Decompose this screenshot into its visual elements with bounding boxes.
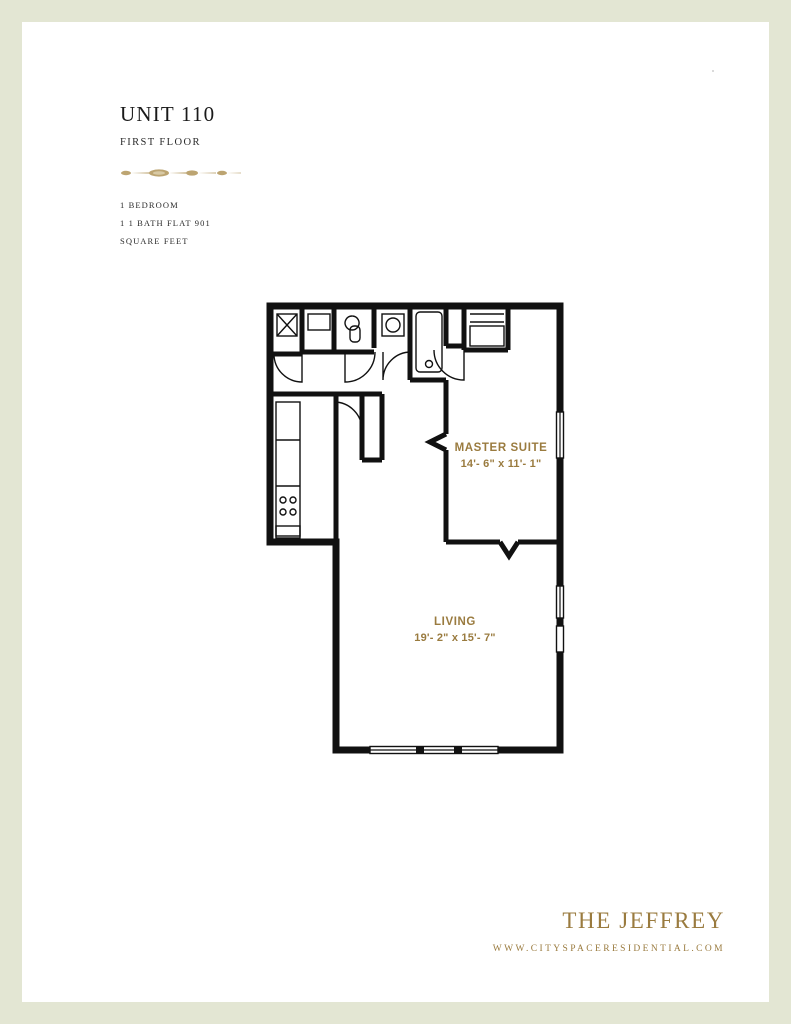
- room-name-master-suite: MASTER SUITE: [454, 442, 548, 454]
- room-dimensions-master-suite: 14'- 6" x 11'- 1": [460, 458, 542, 470]
- website-url: WWW.CITYSPACERESIDENTIAL.COM: [492, 944, 725, 954]
- room-name-living: LIVING: [434, 616, 476, 628]
- page-title: UNIT 110: [120, 102, 216, 126]
- footer-branding: [493, 908, 725, 954]
- brand-name: THE JEFFREY: [562, 908, 725, 933]
- spec-square-feet: SQUARE FEET: [120, 236, 189, 246]
- room-label-living: [380, 614, 530, 646]
- unit-header: [120, 102, 460, 250]
- spec-bath-area: 1 1 BATH FLAT 901: [120, 218, 211, 228]
- spec-bedrooms: 1 BEDROOM: [120, 200, 179, 210]
- floorplan-sheet: [22, 22, 769, 1002]
- floor-label: FIRST FLOOR: [120, 137, 201, 148]
- room-label-master-suite: [436, 440, 566, 472]
- room-dimensions-living: 19'- 2" x 15'- 7": [414, 632, 496, 644]
- registration-dot: [712, 70, 714, 72]
- floral-divider-icon: [120, 166, 245, 180]
- floorplan-drawing: [250, 290, 590, 760]
